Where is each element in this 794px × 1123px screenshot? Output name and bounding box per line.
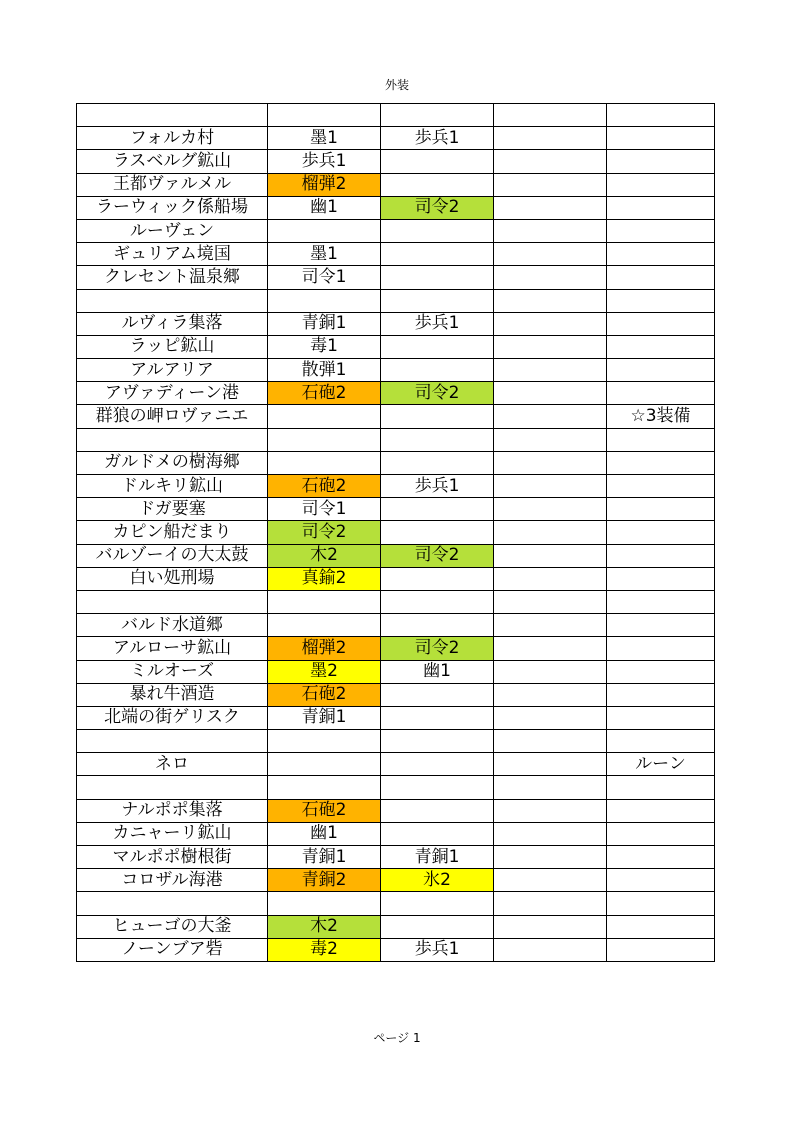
cell-slot-1: 墨1 [268, 127, 381, 150]
cell-note [607, 683, 715, 706]
cell-note [607, 498, 715, 521]
table-row [77, 289, 715, 312]
cell-slot-1 [268, 405, 381, 428]
cell-location [77, 730, 268, 753]
cell-note [607, 451, 715, 474]
cell-slot-2 [381, 776, 494, 799]
table-row [77, 730, 715, 753]
cell-slot-3 [494, 312, 607, 335]
cell-note [607, 243, 715, 266]
cell-slot-3 [494, 892, 607, 915]
cell-location [77, 289, 268, 312]
equipment-table [76, 103, 715, 962]
table-row [77, 335, 715, 358]
cell-slot-3 [494, 196, 607, 219]
cell-slot-1: 司令1 [268, 266, 381, 289]
cell-slot-2 [381, 104, 494, 127]
cell-location: カピン船だまり [77, 521, 268, 544]
table-row [77, 475, 715, 498]
cell-slot-3 [494, 730, 607, 753]
table-row [77, 405, 715, 428]
cell-slot-1: 石砲2 [268, 683, 381, 706]
cell-slot-2 [381, 428, 494, 451]
table-row [77, 243, 715, 266]
cell-slot-3 [494, 799, 607, 822]
cell-slot-1 [268, 219, 381, 242]
cell-slot-1: 歩兵1 [268, 150, 381, 173]
cell-note [607, 475, 715, 498]
cell-location: ヒューゴの大釜 [77, 915, 268, 938]
cell-location: アヴァディーン港 [77, 382, 268, 405]
cell-location: アルローサ鉱山 [77, 637, 268, 660]
cell-slot-1: 木2 [268, 915, 381, 938]
cell-slot-1 [268, 590, 381, 613]
cell-note [607, 312, 715, 335]
table-row [77, 683, 715, 706]
cell-note [607, 892, 715, 915]
cell-slot-2: 司令2 [381, 544, 494, 567]
cell-slot-1: 毒2 [268, 938, 381, 961]
table-row [77, 753, 715, 776]
table-row [77, 127, 715, 150]
table-row [77, 196, 715, 219]
cell-slot-3 [494, 776, 607, 799]
table-row [77, 498, 715, 521]
cell-note [607, 869, 715, 892]
cell-slot-3 [494, 822, 607, 845]
cell-slot-3 [494, 127, 607, 150]
cell-slot-1: 墨2 [268, 660, 381, 683]
cell-slot-3 [494, 335, 607, 358]
cell-location: アルアリア [77, 359, 268, 382]
cell-slot-2 [381, 567, 494, 590]
cell-slot-1 [268, 776, 381, 799]
table-row [77, 822, 715, 845]
table-row [77, 266, 715, 289]
cell-note [607, 706, 715, 729]
cell-slot-1: 司令1 [268, 498, 381, 521]
cell-slot-2 [381, 892, 494, 915]
cell-slot-2: 司令2 [381, 637, 494, 660]
cell-slot-2: 幽1 [381, 660, 494, 683]
cell-note [607, 822, 715, 845]
cell-location: ルヴィラ集落 [77, 312, 268, 335]
cell-location: 白い処刑場 [77, 567, 268, 590]
cell-note [607, 660, 715, 683]
table-row [77, 637, 715, 660]
cell-slot-2: 歩兵1 [381, 475, 494, 498]
cell-slot-2 [381, 590, 494, 613]
cell-slot-3 [494, 359, 607, 382]
cell-slot-2 [381, 451, 494, 474]
cell-note [607, 104, 715, 127]
table-row [77, 544, 715, 567]
cell-location: ギュリアム境国 [77, 243, 268, 266]
cell-location [77, 776, 268, 799]
cell-note [607, 590, 715, 613]
cell-slot-1: 木2 [268, 544, 381, 567]
cell-slot-2 [381, 498, 494, 521]
cell-slot-2 [381, 173, 494, 196]
cell-slot-1: 青銅1 [268, 706, 381, 729]
cell-note [607, 730, 715, 753]
table-row [77, 104, 715, 127]
cell-slot-3 [494, 382, 607, 405]
cell-location [77, 892, 268, 915]
cell-note: ☆3装備 [607, 405, 715, 428]
cell-location [77, 590, 268, 613]
cell-slot-1: 幽1 [268, 196, 381, 219]
cell-slot-2 [381, 219, 494, 242]
cell-location: バルゾーイの大太鼓 [77, 544, 268, 567]
cell-slot-2 [381, 730, 494, 753]
table-row [77, 660, 715, 683]
cell-slot-3 [494, 683, 607, 706]
cell-location: クレセント温泉郷 [77, 266, 268, 289]
cell-note [607, 266, 715, 289]
cell-location: 群狼の岬ロヴァニエ [77, 405, 268, 428]
cell-slot-3 [494, 428, 607, 451]
cell-slot-1 [268, 104, 381, 127]
cell-location: ラーウィック係船場 [77, 196, 268, 219]
cell-location: カニャーリ鉱山 [77, 822, 268, 845]
table-row [77, 614, 715, 637]
cell-slot-3 [494, 219, 607, 242]
table-row [77, 150, 715, 173]
cell-slot-3 [494, 475, 607, 498]
cell-slot-3 [494, 544, 607, 567]
cell-location: マルポポ樹根街 [77, 846, 268, 869]
cell-slot-1: 司令2 [268, 521, 381, 544]
cell-slot-1: 石砲2 [268, 799, 381, 822]
cell-slot-3 [494, 915, 607, 938]
cell-slot-3 [494, 706, 607, 729]
cell-location: ノーンブア砦 [77, 938, 268, 961]
cell-slot-3 [494, 846, 607, 869]
cell-slot-3 [494, 498, 607, 521]
cell-location: ミルオーズ [77, 660, 268, 683]
cell-slot-3 [494, 173, 607, 196]
cell-note [607, 289, 715, 312]
cell-note [607, 938, 715, 961]
cell-slot-2 [381, 799, 494, 822]
cell-slot-2: 氷2 [381, 869, 494, 892]
cell-slot-1: 真鍮2 [268, 567, 381, 590]
cell-slot-2 [381, 915, 494, 938]
cell-slot-1: 榴弾2 [268, 173, 381, 196]
cell-slot-3 [494, 753, 607, 776]
cell-location: コロザル海港 [77, 869, 268, 892]
page-footer: ページ 1 [373, 1031, 421, 1045]
cell-slot-3 [494, 614, 607, 637]
cell-slot-2 [381, 150, 494, 173]
cell-slot-2 [381, 243, 494, 266]
table-row [77, 846, 715, 869]
cell-note [607, 196, 715, 219]
cell-slot-3 [494, 405, 607, 428]
cell-note [607, 799, 715, 822]
cell-slot-3 [494, 150, 607, 173]
table-row [77, 892, 715, 915]
cell-location: ラッピ鉱山 [77, 335, 268, 358]
cell-slot-2 [381, 521, 494, 544]
cell-location: ドルキリ鉱山 [77, 475, 268, 498]
cell-slot-3 [494, 104, 607, 127]
cell-note [607, 776, 715, 799]
cell-location: 王都ヴァルメル [77, 173, 268, 196]
cell-slot-1 [268, 614, 381, 637]
table-row [77, 567, 715, 590]
cell-slot-2 [381, 405, 494, 428]
cell-slot-1: 榴弾2 [268, 637, 381, 660]
cell-location: 暴れ牛酒造 [77, 683, 268, 706]
cell-slot-1: 幽1 [268, 822, 381, 845]
cell-slot-2 [381, 753, 494, 776]
cell-note [607, 846, 715, 869]
table-row [77, 451, 715, 474]
cell-slot-1: 石砲2 [268, 382, 381, 405]
cell-slot-1 [268, 289, 381, 312]
cell-slot-2: 司令2 [381, 196, 494, 219]
cell-slot-2 [381, 706, 494, 729]
cell-location: ルーヴェン [77, 219, 268, 242]
cell-note [607, 127, 715, 150]
cell-location: ガルドメの樹海郷 [77, 451, 268, 474]
cell-location: バルド水道郷 [77, 614, 268, 637]
cell-note [607, 150, 715, 173]
cell-slot-1 [268, 892, 381, 915]
cell-note [607, 428, 715, 451]
cell-slot-2 [381, 266, 494, 289]
cell-slot-2: 歩兵1 [381, 127, 494, 150]
cell-note [607, 382, 715, 405]
cell-slot-2: 歩兵1 [381, 938, 494, 961]
cell-slot-3 [494, 637, 607, 660]
table-row [77, 776, 715, 799]
cell-slot-2: 司令2 [381, 382, 494, 405]
cell-slot-1: 散弾1 [268, 359, 381, 382]
table-row [77, 359, 715, 382]
cell-location: ラスベルグ鉱山 [77, 150, 268, 173]
cell-note [607, 915, 715, 938]
cell-slot-2 [381, 289, 494, 312]
cell-slot-2 [381, 683, 494, 706]
cell-slot-3 [494, 660, 607, 683]
cell-slot-3 [494, 243, 607, 266]
cell-slot-1: 墨1 [268, 243, 381, 266]
cell-note [607, 521, 715, 544]
cell-note [607, 173, 715, 196]
page-header: 外装 [384, 78, 409, 92]
cell-slot-3 [494, 289, 607, 312]
table-row [77, 706, 715, 729]
table-row [77, 915, 715, 938]
cell-slot-3 [494, 590, 607, 613]
cell-slot-3 [494, 451, 607, 474]
cell-location: 北端の街ゲリスク [77, 706, 268, 729]
table-row [77, 590, 715, 613]
cell-slot-1: 毒1 [268, 335, 381, 358]
cell-slot-3 [494, 266, 607, 289]
table-row [77, 869, 715, 892]
cell-slot-2 [381, 614, 494, 637]
cell-slot-1 [268, 730, 381, 753]
cell-note: ルーン [607, 753, 715, 776]
table-row [77, 799, 715, 822]
cell-note [607, 567, 715, 590]
cell-slot-2 [381, 335, 494, 358]
cell-slot-3 [494, 567, 607, 590]
cell-location: ナルポポ集落 [77, 799, 268, 822]
table-body [77, 104, 715, 962]
cell-slot-1: 石砲2 [268, 475, 381, 498]
cell-slot-2: 歩兵1 [381, 312, 494, 335]
cell-slot-1: 青銅1 [268, 312, 381, 335]
cell-slot-2 [381, 359, 494, 382]
cell-note [607, 219, 715, 242]
table-row [77, 219, 715, 242]
table-row [77, 173, 715, 196]
cell-slot-1 [268, 428, 381, 451]
cell-note [607, 637, 715, 660]
cell-slot-1: 青銅2 [268, 869, 381, 892]
cell-slot-1: 青銅1 [268, 846, 381, 869]
table-row [77, 938, 715, 961]
cell-slot-3 [494, 938, 607, 961]
table-row [77, 382, 715, 405]
cell-location: フォルカ村 [77, 127, 268, 150]
cell-slot-1 [268, 451, 381, 474]
cell-note [607, 335, 715, 358]
cell-location [77, 104, 268, 127]
table-row [77, 521, 715, 544]
cell-note [607, 614, 715, 637]
cell-location: ネロ [77, 753, 268, 776]
cell-location: ドガ要塞 [77, 498, 268, 521]
cell-slot-2: 青銅1 [381, 846, 494, 869]
cell-slot-1 [268, 753, 381, 776]
cell-slot-3 [494, 521, 607, 544]
cell-location [77, 428, 268, 451]
table-row [77, 312, 715, 335]
cell-note [607, 544, 715, 567]
cell-slot-2 [381, 822, 494, 845]
cell-note [607, 359, 715, 382]
table-row [77, 428, 715, 451]
cell-slot-3 [494, 869, 607, 892]
